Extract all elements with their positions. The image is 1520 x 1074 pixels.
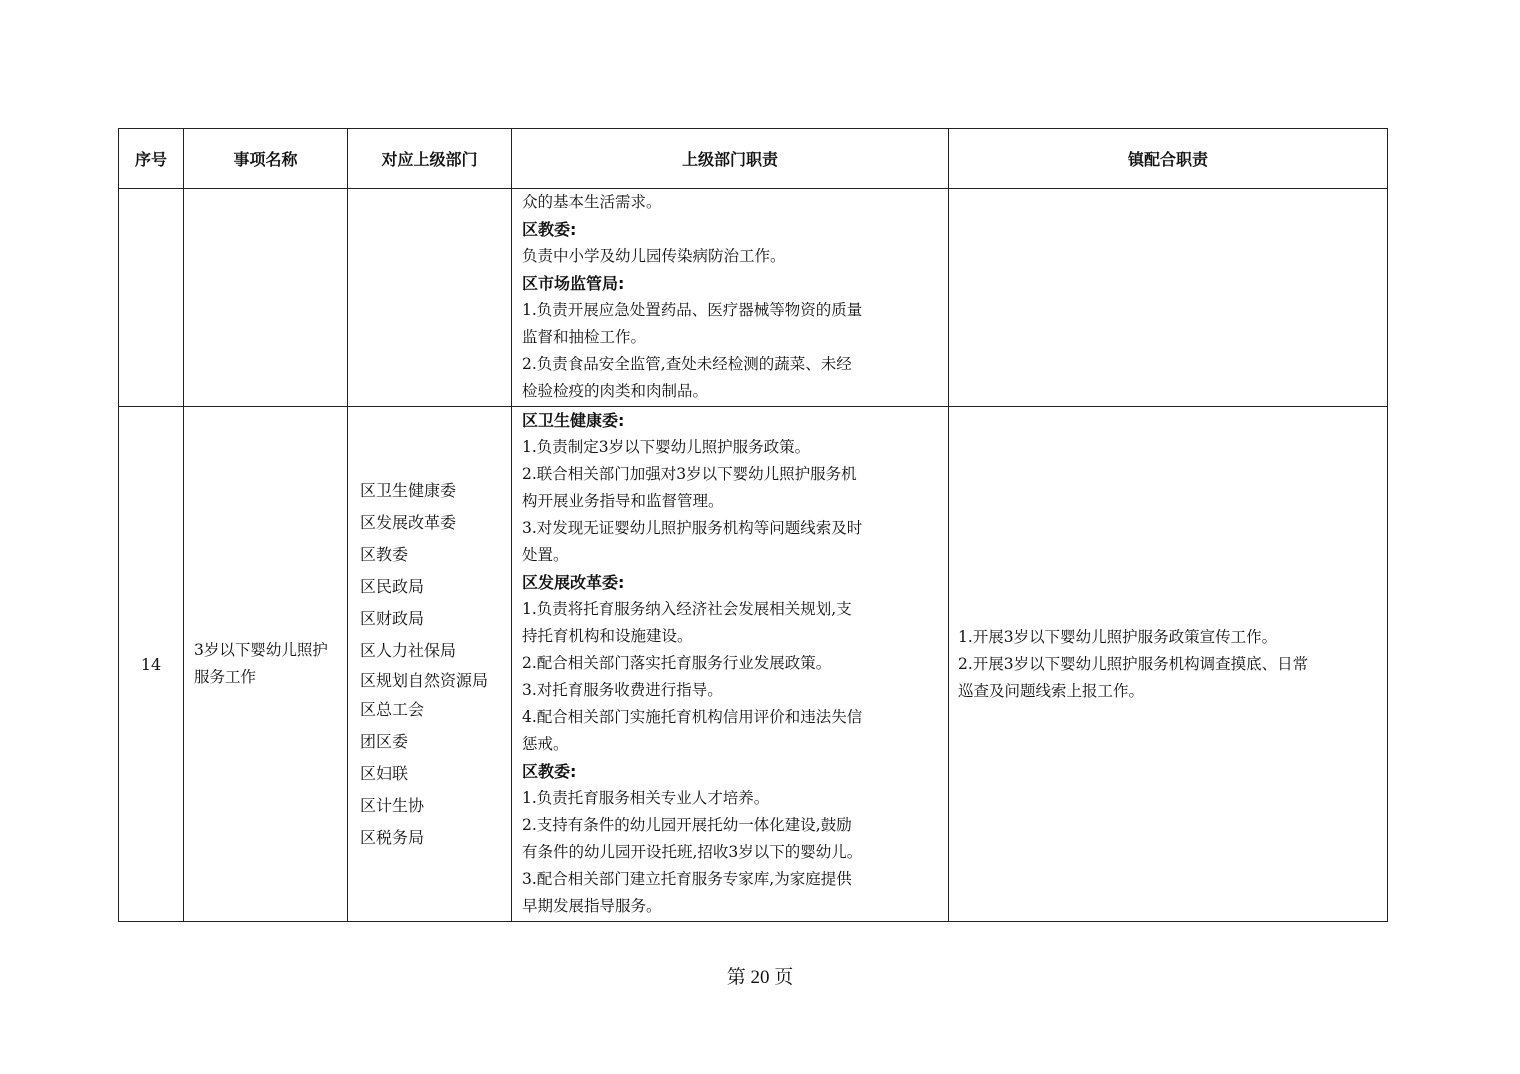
department-list [348,189,512,407]
department-name: 区税务局 [360,827,425,847]
department-name: 区发展改革委 [360,512,457,532]
duty-line: 1.负责制定3岁以下婴幼儿照护服务政策。 [522,438,811,456]
duty-line: 监督和抽检工作。 [522,328,647,346]
duty-line: 3.对发现无证婴幼儿照护服务机构等问题线索及时 [522,519,863,537]
duty-line: 惩戒。 [522,735,569,753]
table-row [119,189,1388,407]
duty-line: 众的基本生活需求。 [522,193,662,211]
table-row [119,407,1388,922]
duty-department-heading: 区卫生健康委: [522,411,625,430]
department-name: 区总工会 [360,699,425,719]
department-name: 区教委 [360,544,409,564]
department-name: 区民政局 [360,576,425,596]
header-town-duties: 镇配合职责 [949,129,1388,189]
duty-line: 1.负责开展应急处置药品、医疗器械等物资的质量 [522,301,863,319]
department-name: 区卫生健康委 [360,480,457,500]
header-serial-number: 序号 [119,129,184,189]
duty-line: 持托育机构和设施建设。 [522,627,693,645]
item-name [184,189,348,407]
duty-line: 3.对托育服务收费进行指导。 [522,681,723,699]
superior-duties [512,407,949,922]
duty-line: 有条件的幼儿园开设托班,招收3岁以下的婴幼儿。 [522,843,863,861]
duty-line: 4.配合相关部门实施托育机构信用评价和违法失信 [522,708,863,726]
department-name: 区计生协 [360,795,425,815]
department-name: 区妇联 [360,763,409,783]
town-duty-line: 巡查及问题线索上报工作。 [958,681,1145,700]
duty-line: 2.联合相关部门加强对3岁以下婴幼儿照护服务机 [522,465,857,483]
duty-line: 负责中小学及幼儿园传染病防治工作。 [522,247,786,265]
serial-number: 14 [119,407,184,922]
department-list [348,407,512,922]
duty-line: 1.负责托育服务相关专业人才培养。 [522,789,770,807]
duty-line: 2.配合相关部门落实托育服务行业发展政策。 [522,654,832,672]
table-header-row [119,129,1388,189]
town-duties [949,189,1388,407]
duty-table [118,128,1388,922]
town-duties [949,407,1388,922]
header-superior-department: 对应上级部门 [348,129,512,189]
duty-department-heading: 区教委: [522,762,577,781]
duty-line: 检验检疫的肉类和肉制品。 [522,382,709,400]
duty-department-heading: 区发展改革委: [522,573,625,592]
duty-line: 2.负责食品安全监管,查处未经检测的蔬菜、未经 [522,355,852,373]
superior-duties [512,189,949,407]
department-name: 区规划自然资源局 [360,670,489,690]
duty-department-heading: 区市场监管局: [522,274,625,293]
header-superior-duties: 上级部门职责 [512,129,949,189]
department-name: 团区委 [360,731,409,751]
department-name: 区人力社保局 [360,640,457,660]
duty-line: 1.负责将托育服务纳入经济社会发展相关规划,支 [522,600,852,618]
duty-line: 3.配合相关部门建立托育服务专家库,为家庭提供 [522,870,852,888]
item-name: 3岁以下婴幼儿照护服务工作 [184,407,348,922]
department-name: 区财政局 [360,608,425,628]
town-duty-line: 1.开展3岁以下婴幼儿照护服务政策宣传工作。 [958,627,1278,646]
duty-line: 早期发展指导服务。 [522,897,662,915]
header-item-name: 事项名称 [184,129,348,189]
serial-number [119,189,184,407]
duty-line: 构开展业务指导和监督管理。 [522,492,724,510]
town-duty-line: 2.开展3岁以下婴幼儿照护服务机构调查摸底、日常 [958,654,1309,673]
duty-line: 处置。 [522,546,569,564]
page-number: 第 20 页 [726,967,794,988]
duty-department-heading: 区教委: [522,220,577,239]
duty-line: 2.支持有条件的幼儿园开展托幼一体化建设,鼓励 [522,816,852,834]
